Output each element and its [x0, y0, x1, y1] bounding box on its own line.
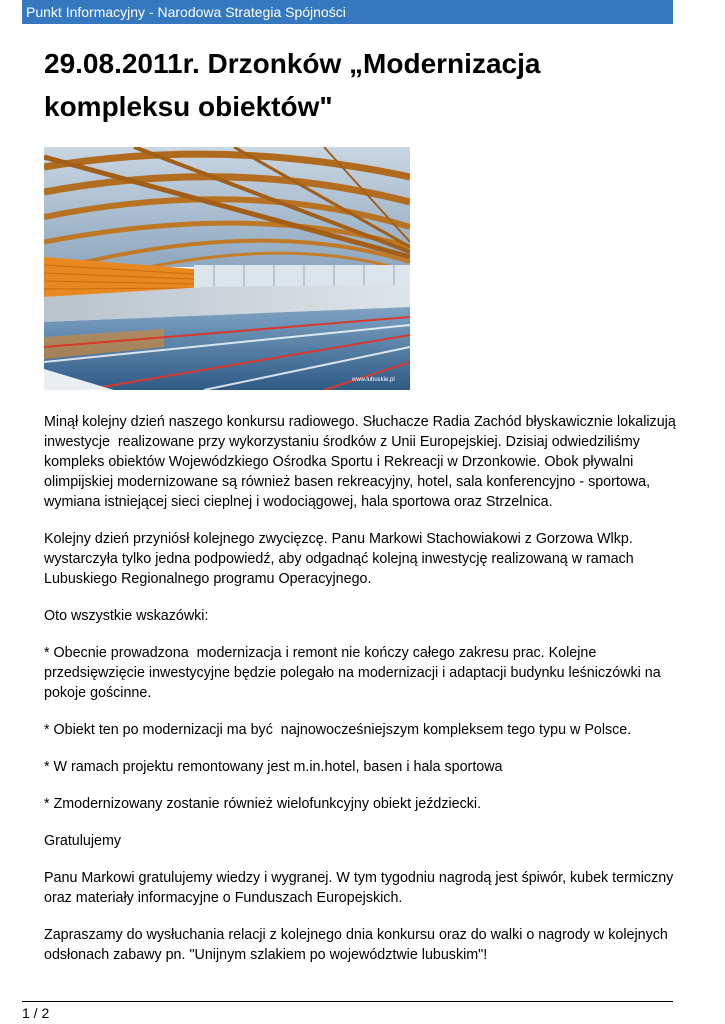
- hint-item: * W ramach projektu remontowany jest m.in.hotel, basen i hala sportowa: [44, 759, 503, 775]
- site-header-text: Punkt Informacyjny - Narodowa Strategia Spójności: [26, 4, 346, 20]
- site-header: [22, 0, 673, 24]
- paragraph: Kolejny dzień przyniósł kolejnego zwycięzcę. Panu Markowi Stachowiakowi z Gorzowa Wlkp. wystarczyła tylko jedna podpowiedź, aby odgadnąć kolejną inwestycję realizowaną w ramach Lubuskiego Regionalnego programu Operacyjnego.: [44, 531, 638, 587]
- photo-watermark: www.lubuskie.pl: [352, 377, 395, 383]
- footer-divider: [22, 1001, 673, 1002]
- article-photo: [44, 147, 410, 390]
- paragraph: Gratulujemy: [44, 833, 122, 849]
- hint-item: * Zmodernizowany zostanie również wielofunkcyjny obiekt jeździecki.: [44, 796, 482, 812]
- paragraph: Minął kolejny dzień naszego konkursu radiowego. Słuchacze Radia Zachód błyskawicznie lokalizują inwestycje realizowane przy wykorzystaniu środków z Unii Europejskiej. Dzisiaj odwiedziliśmy kompleks obiektów Wojewódzkiego Ośrodka Sportu i Rekreacji w Drzonkowie. Obok pływalni olimpijskiej modernizowane są również basen rekreacyjny, hotel, sala konferencyjno - sportowa, wymiana istniejącej sieci cieplnej i wodociągowej, hala sportowa oraz Strzelnica.: [44, 414, 684, 510]
- page-number: 1 / 2: [22, 1005, 50, 1021]
- paragraph: Zapraszamy do wysłuchania relacji z kolejnego dnia konkursu oraz do walki o nagrody w kolejnych odsłonach zabawy pn. "Unijnym szlakiem po województwie lubuskim"!: [44, 927, 672, 963]
- hint-item: * Obecnie prowadzona modernizacja i remont nie kończy całego zakresu prac. Kolejne przedsięwzięcie inwestycyjne będzie polegało na modernizacji i adaptacji budynku leśniczówki na pokoje gościnne.: [44, 645, 665, 701]
- article-title: 29.08.2011r. Drzonków „Modernizacja kompleksu obiektów": [44, 48, 541, 122]
- paragraph: Oto wszystkie wskazówki:: [44, 608, 209, 624]
- paragraph: Panu Markowi gratulujemy wiedzy i wygranej. W tym tygodniu nagrodą jest śpiwór, kubek termiczny oraz materiały informacyjne o Funduszach Europejskich.: [44, 870, 678, 906]
- article-body: [44, 412, 684, 982]
- hint-item: * Obiekt ten po modernizacji ma być najnowocześniejszym kompleksem tego typu w Polsce.: [44, 722, 632, 738]
